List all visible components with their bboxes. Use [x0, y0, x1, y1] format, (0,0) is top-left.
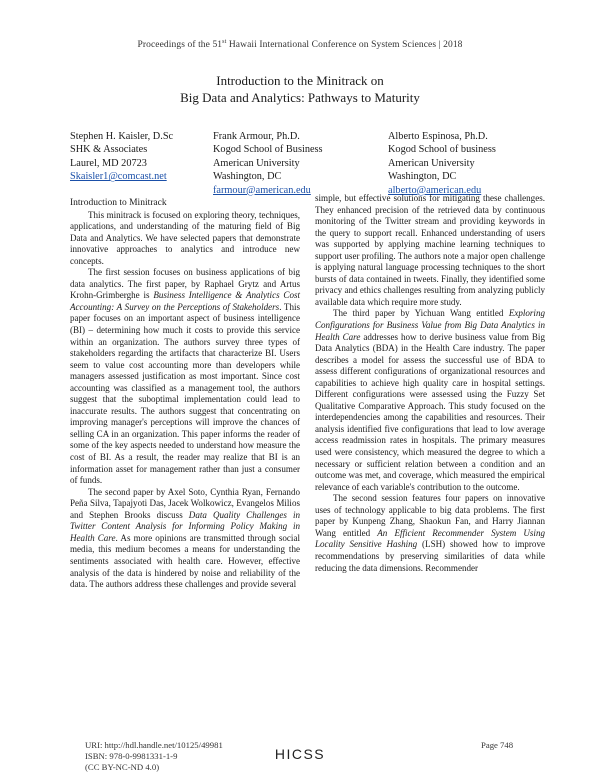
footer-isbn: ISBN: 978-0-9981331-1-9: [85, 751, 178, 762]
footer-license: (CC BY-NC-ND 4.0): [85, 762, 160, 773]
paragraph: simple, but effective solutions for mitigating these challenges. They enhanced precision of the retrieved data by continuous monitoring of the Twitter stream and providing keywords in the query to support recall. Enhanced understanding of users was supported by applying machine learning techniques to support user profiling. The authors note a major open challenge is applying natural language processing techniques to the short bursts of data contained in tweets. Finally, they identified some privacy and ethics challenges resulting from analyzing publicly available data which require more study.: [315, 193, 545, 307]
header-ordinal: st: [222, 39, 227, 45]
author-location: Washington, DC: [388, 171, 457, 183]
author-email-link[interactable]: Skaisler1@comcast.net: [70, 171, 167, 183]
paragraph-text: The first session focuses on business applications of big data analytics. The first paper, by Raphael Grytz and Artus Krohn-Grimberghe is: [70, 267, 300, 301]
author-name: Frank Armour, Ph.D.: [213, 131, 300, 142]
author-org: SHK & Associates: [70, 144, 148, 156]
paragraph-text: The second paper by Axel Soto, Cynthia Ryan, Fernando Peña Silva, Tapajyoti Das, Jacek Wolkowicz, Evangelos Milios and Stephen Brooks discuss: [70, 486, 300, 520]
left-column: [70, 198, 300, 591]
paper-title-italic: Exploring Configurations for Business Value from Big Data Analytics in Health Care: [315, 308, 545, 342]
right-column: [315, 193, 545, 574]
author-university: American University: [213, 157, 300, 169]
title-line-1: Introduction to the Minitrack on: [216, 73, 384, 88]
author-org: Kogod School of business: [388, 144, 496, 156]
author-block-1: [70, 130, 173, 184]
paragraph: [315, 493, 545, 574]
paragraph: [70, 267, 300, 486]
footer-uri: URI: http://hdl.handle.net/10125/49981: [85, 740, 223, 750]
hicss-logo-text: HICSS: [274, 746, 326, 762]
paragraph-text: addresses how to derive business value from Big Data Analytics (BDA) in the Health Care industry. The paper describes a model for assess the successful use of BDA to assess different configurations of organizational resources and capabilities to achieve high quality care in hospital settings. Different configurations were assessed using the Fuzzy Set Qualitative Comparative Approach. This study focused on the interdependencies among the capabilities and resources. Their analysis identified five configurations that lead to low average access readmission rates in hospitals. The primary measures used were consistency, which measured the degree to which a necessary or sufficient relation between a condition and an outcome was met, and coverage, which measured the empirical relevance of each variable's contribution to the outcome.: [315, 331, 545, 492]
paper-title-italic: Business Intelligence & Analytics Cost Accounting: A Survey on the Perceptions of Stakeholders: [70, 290, 300, 312]
author-university: American University: [388, 157, 475, 169]
paper-title: [0, 72, 600, 106]
paper-title-italic: An Efficient Recommender System Using Locality Sensitive Hashing: [315, 527, 545, 550]
section-heading: Introduction to Minitrack: [70, 198, 167, 208]
author-email-link[interactable]: alberto@american.edu: [388, 184, 482, 196]
author-location: Laurel, MD 20723: [70, 157, 147, 169]
paper-title-italic: Data Quality Challenges in Twitter Content Analysis for Informing Policy Making in Health Care: [70, 509, 300, 543]
paragraph-text: . This paper focuses on an important aspect of business intelligence (BI) – determining how much it costs to provide this service within an organization. The authors survey three types of stakeholders regarding the artifacts that characterize BI. Users seem to value cost accounting more than developers while managers assessed justification as most important. Since cost accounting was classified as a management tool, the authors suggest that the suboptimal implementation could lead to inaccurate results. The authors suggest that concentrating on improving manager's perceptions will improve the chances of selling CA in an organization. This paper informs the reader of some of the key aspects needed to understand how measure the cost of BI. As a result, the reader may realize that BI is an information asset for management rather than just a consumer of funds.: [70, 301, 300, 486]
author-name: Alberto Espinosa, Ph.D.: [388, 131, 488, 142]
author-block-3: [388, 130, 496, 197]
paragraph-text: (LSH) showed how to improve recommendations by preserving similarities of data while reducing the data dimensions. Recommender: [315, 539, 545, 573]
title-line-2: Big Data and Analytics: Pathways to Maturity: [180, 90, 420, 105]
paragraph: This minitrack is focused on exploring theory, techniques, applications, and understanding of the maturing field of Big Data and Analytics. We have selected papers that demonstrate innovative approaches to analytics and introduce new concepts.: [70, 209, 300, 266]
header-text: Proceedings of the 51: [137, 40, 223, 51]
author-block-2: [213, 130, 323, 197]
paragraph-text: The second session features four papers on innovative uses of technology applicable to big data problems. The first paper by Kunpeng Zhang, Shaokun Fan, and Harry Jiannan Wang entitled: [315, 493, 545, 538]
paragraph-text: The third paper by Yichuan Wang entitled: [333, 308, 509, 319]
header-text-rest: Hawaii International Conference on System Sciences | 2018: [226, 40, 463, 51]
paragraph-text: . As more opinions are transmitted through social media, this medium becomes a means for understanding the sentiments associated with health care. However, effective analysis of the data is hindered by noise and reliability of the data. The authors address these challenges and provide several: [70, 532, 300, 590]
author-email-link[interactable]: farmour@american.edu: [213, 184, 311, 196]
author-name: Stephen H. Kaisler, D.Sc: [70, 131, 174, 142]
page-number: Page 748: [481, 740, 514, 750]
paragraph: [315, 308, 545, 493]
author-location: Washington, DC: [213, 171, 282, 183]
proceedings-header: [0, 39, 600, 50]
paragraph: [70, 487, 300, 591]
author-org: Kogod School of Business: [213, 144, 323, 156]
